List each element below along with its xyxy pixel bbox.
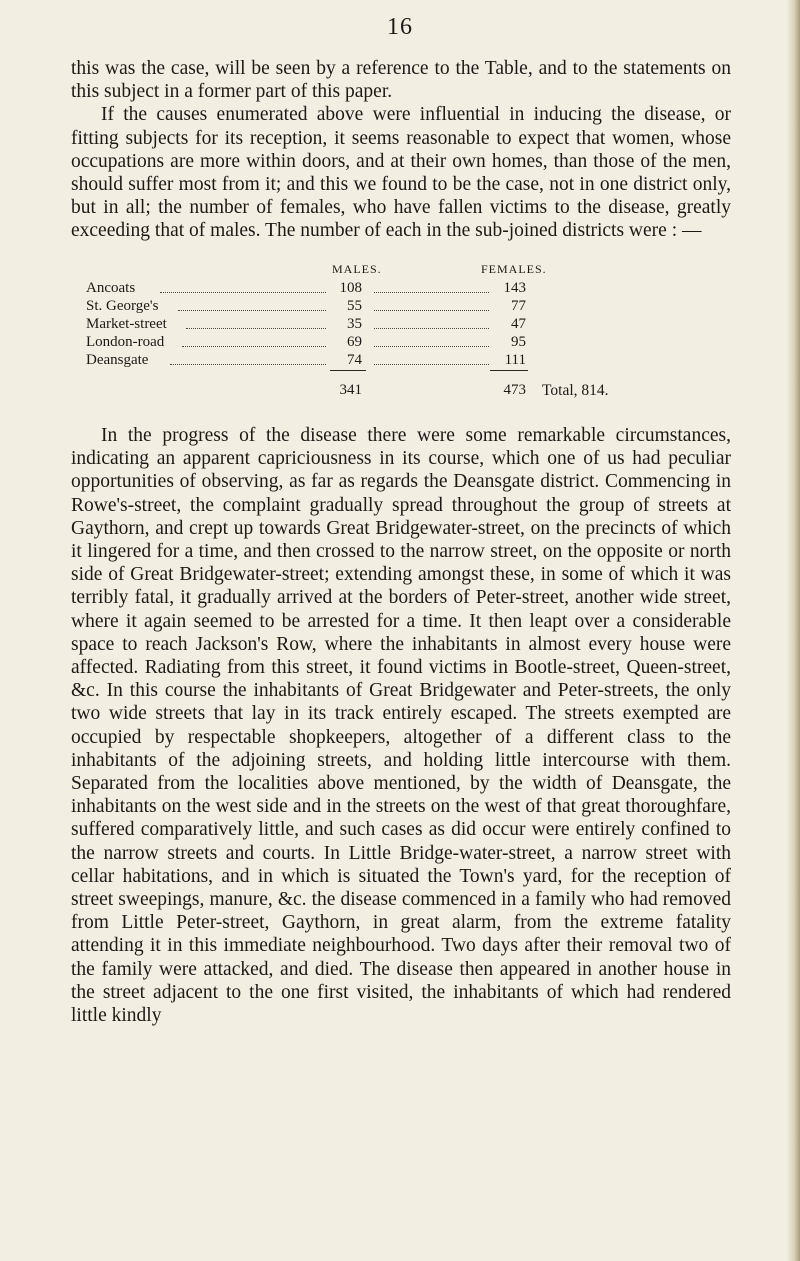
- leader-dots: [374, 310, 489, 311]
- table-row: [86, 298, 526, 318]
- table-row: [86, 334, 526, 354]
- total-males: 341: [339, 382, 362, 398]
- district-name: Market-street: [86, 316, 167, 332]
- females-count: 95: [511, 334, 526, 350]
- district-name: Ancoats: [86, 280, 136, 296]
- leader-dots: [160, 292, 326, 293]
- leader-dots: [374, 328, 489, 329]
- main-paragraph-block: [71, 424, 731, 1027]
- paragraph-continuation: this was the case, will be seen by a reference to the Table, and to the statements on this subject in a former part of this paper.: [71, 58, 731, 103]
- opening-paragraphs: [71, 57, 731, 243]
- males-count: 74: [347, 352, 362, 368]
- grand-total: Total, 814.: [542, 382, 609, 399]
- table-row: [86, 352, 526, 372]
- leader-dots: [182, 346, 326, 347]
- leader-dots: [374, 346, 489, 347]
- header-males: MALES.: [332, 262, 382, 276]
- leader-dots: [178, 310, 326, 311]
- sum-rule-females: [490, 370, 528, 371]
- leader-dots: [374, 292, 489, 293]
- females-count: 77: [511, 298, 526, 314]
- page-number: 16: [387, 14, 413, 40]
- males-count: 69: [347, 334, 362, 350]
- leader-dots: [186, 328, 326, 329]
- females-count: 47: [511, 316, 526, 332]
- table-row: [86, 316, 526, 336]
- leader-dots: [374, 364, 489, 365]
- leader-dots: [170, 364, 326, 365]
- males-count: 35: [347, 316, 362, 332]
- paragraph-causes: If the causes enumerated above were influential in inducing the disease, or fitting subjects for its reception, it seems reasonable to expect that women, whose occupations are more within doors, and at their own homes, than those of the men, should suffer most from it; and this we found to be the case, not in one district only, but in all; the number of females, who have fallen victims to the disease, greatly exceeding that of males. The number of each in the sub-joined districts were : —: [71, 104, 731, 242]
- header-females: FEMALES.: [481, 262, 547, 276]
- males-count: 108: [339, 280, 362, 296]
- males-count: 55: [347, 298, 362, 314]
- females-count: 143: [503, 280, 526, 296]
- page-edge-shadow: [786, 0, 800, 1261]
- totals-row: [86, 382, 686, 404]
- district-name: St. George's: [86, 298, 159, 314]
- sum-rule-males: [330, 370, 366, 371]
- district-name: Deansgate: [86, 352, 149, 368]
- females-count: 111: [504, 352, 526, 368]
- table-row: [86, 280, 526, 300]
- total-females: 473: [503, 382, 526, 398]
- district-name: London-road: [86, 334, 165, 350]
- paragraph-progress: In the progress of the disease there were some remarkable circumstances, indicating an apparent capriciousness in its course, which one of us had peculiar opportunities of observing, as far as regards the Deansgate district. Commencing in Rowe's-street, the complaint gradually spread throughout the group of streets at Gaythorn, and crept up towards Great Bridgewater-street, on the precincts of which it lingered for a time, and then crossed to the narrow street, on the opposite or north side of Great Bridgewater-street; extending amongst these, in some of which it was terribly fatal, it gradually arrived at the borders of Peter-street, another wide street, where it again seemed to be arrested for a time. It then leapt over a considerable space to reach Jackson's Row, where the inhabitants in almost every house were affected. Radiating from this street, it found victims in Bootle-street, Queen-street, &c. In this course the inhabitants of Great Bridgewater and Peter-streets, the only two wide streets that lay in its track entirely escaped. The streets exempted are occupied by respectable shopkeepers, altogether of a different class to the inhabitants of the adjoining streets, and holding little intercourse with them. Separated from the localities above mentioned, by the width of Deansgate, the inhabitants on the west side and in the streets on the west of that great thoroughfare, suffered comparatively little, and such cases as did occur were entirely confined to the narrow streets and courts. In Little Bridge-water-street, a narrow street with cellar habitations, and in which is situated the Town's yard, for the reception of street sweepings, manure, &c. the disease commenced in a family who had removed from Little Peter-street, Gaythorn, in great alarm, from the extreme fatality attending it in this immediate neighbourhood. Two days after their removal two of the family were attacked, and died. The disease then appeared in another house in the street adjacent to the one first visited, the inhabitants of which had rendered little kindly: [71, 425, 731, 1027]
